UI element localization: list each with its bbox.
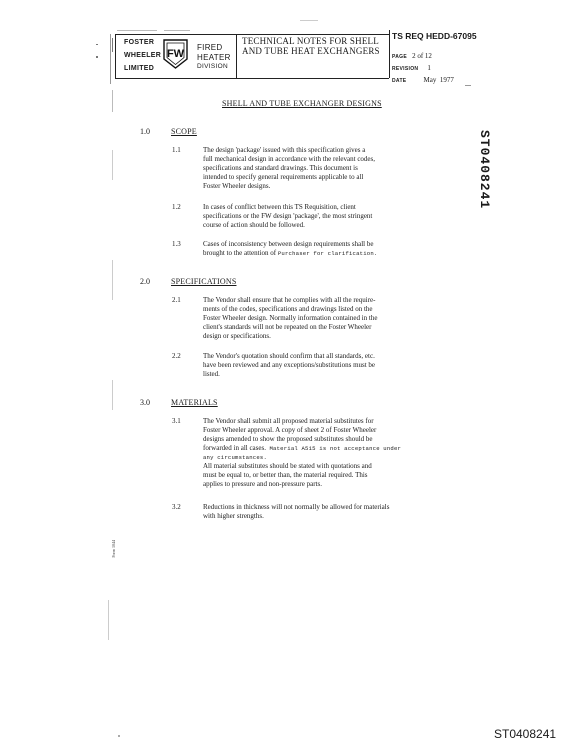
revision-label: REVISION	[392, 66, 419, 72]
header-left-rule	[115, 34, 116, 78]
division-line-1: FIRED	[197, 43, 223, 52]
header-top-rule	[115, 34, 389, 35]
paragraph-line: designs amended to show the proposed substitutes should be	[203, 435, 373, 443]
company-name-line-1: FOSTER	[124, 39, 155, 46]
date-label: DATE	[392, 78, 407, 84]
paragraph-line: listed.	[203, 370, 220, 378]
section-heading-specifications: SPECIFICATIONS	[171, 277, 237, 286]
page-label: PAGE	[392, 54, 407, 60]
item-number: 1.3	[172, 240, 181, 248]
paragraph-line: Reductions in thickness will not normally be allowed for materials	[203, 503, 390, 511]
paragraph-1-3	[203, 240, 377, 258]
logo-text: FW	[166, 48, 185, 60]
header-title-line-2: AND TUBE HEAT EXCHANGERS	[242, 46, 380, 56]
paragraph-line: have been reviewed and any exceptions/substitutions must be	[203, 361, 376, 369]
paragraph-line: All material substitutes should be stated with quotations and	[203, 462, 372, 470]
paragraph-line	[203, 249, 377, 258]
paragraph-line-insert: Purchaser for clarification.	[277, 250, 378, 257]
paragraph-line: Foster Wheeler approval. A copy of sheet 2 of Foster Wheeler	[203, 426, 377, 434]
header-divider-rule	[236, 34, 237, 78]
paragraph-line: design or specifications.	[203, 332, 271, 340]
paragraph-line: intended to specify general requirements applicable to all	[203, 173, 364, 181]
paragraph-line: must be equal to, or better than, the material required. This	[203, 471, 368, 479]
division-line-2: HEATER	[197, 53, 231, 62]
paragraph-line-insert: Material A515 is not acceptance under	[269, 445, 402, 452]
paragraph-line: Cases of inconsistency between design requirements shall be	[203, 240, 374, 248]
section-heading-materials: MATERIALS	[171, 398, 218, 407]
paragraph-line: applies to pressure and non-pressure parts.	[203, 480, 322, 488]
paragraph-2-1	[203, 296, 377, 341]
paragraph-line: The Vendor shall submit all proposed material substitutes for	[203, 417, 374, 425]
fw-logo-icon	[163, 39, 188, 69]
paragraph-1-1	[203, 146, 375, 191]
margin-form-note: Form 1044	[111, 540, 116, 558]
side-document-stamp: ST0408241	[477, 130, 492, 210]
header-bottom-rule	[115, 78, 389, 79]
document-reference: TS REQ HEDD-67095	[392, 31, 477, 41]
paragraph-line: specifications and standard drawings. This document is	[203, 164, 358, 172]
paragraph-line: Foster Wheeler design. Normally information contained in the	[203, 314, 378, 322]
paragraph-line: In cases of conflict between this TS Requisition, client	[203, 203, 356, 211]
paragraph-line: The Vendor's quotation should confirm that all standards, etc.	[203, 352, 375, 360]
item-number: 1.2	[172, 203, 181, 211]
company-name-line-3: LIMITED	[124, 65, 155, 72]
section-number: 2.0	[140, 277, 150, 286]
paragraph-line: course of action should be followed.	[203, 221, 305, 229]
paragraph-2-2	[203, 352, 375, 379]
company-logo	[163, 39, 188, 69]
paragraph-1-2	[203, 203, 372, 230]
paragraph-line-insert: any circumstances.	[203, 454, 268, 461]
item-number: 3.2	[172, 503, 181, 511]
paragraph-line: full mechanical design in accordance with the relevant codes,	[203, 155, 376, 163]
page-value: 2 of 12	[412, 52, 432, 60]
date-field	[392, 67, 454, 86]
item-number: 3.1	[172, 417, 181, 425]
paragraph-line: The Vendor shall ensure that he complies with all the require-	[203, 296, 376, 304]
date-value: May 1977	[423, 76, 454, 84]
paragraph-line-main: brought to the attention of	[203, 249, 278, 257]
header-title-line-1: TECHNICAL NOTES FOR SHELL	[242, 36, 379, 46]
item-number: 2.1	[172, 296, 181, 304]
paragraph-3-1	[203, 417, 401, 489]
item-number: 1.1	[172, 146, 181, 154]
revision-value: 1	[427, 64, 431, 72]
paragraph-line: client's standards will not be repeated on the Foster Wheeler	[203, 323, 372, 331]
header-margin-rule	[110, 34, 111, 84]
paragraph-3-2	[203, 503, 389, 521]
paragraph-line: specifications or the FW design 'package', the most stringent	[203, 212, 373, 220]
paragraph-line: with higher strengths.	[203, 512, 264, 520]
division-line-3: DIVISION	[197, 63, 228, 70]
section-number: 3.0	[140, 398, 150, 407]
paragraph-line: Foster Wheeler designs.	[203, 182, 271, 190]
header-ref-rule	[389, 30, 390, 78]
paragraph-line: ments of the codes, specifications and drawings listed on the	[203, 305, 373, 313]
company-name-line-2: WHEELER	[124, 52, 162, 59]
item-number: 2.2	[172, 352, 181, 360]
paragraph-line-main: forwarded in all cases.	[203, 444, 270, 452]
paragraph-line: The design 'package' issued with this specification gives a	[203, 146, 366, 154]
document-title: SHELL AND TUBE EXCHANGER DESIGNS	[222, 99, 382, 108]
section-heading-scope: SCOPE	[171, 127, 197, 136]
paragraph-line	[203, 444, 401, 453]
section-number: 1.0	[140, 127, 150, 136]
footer-document-id: ST0408241	[494, 727, 557, 741]
